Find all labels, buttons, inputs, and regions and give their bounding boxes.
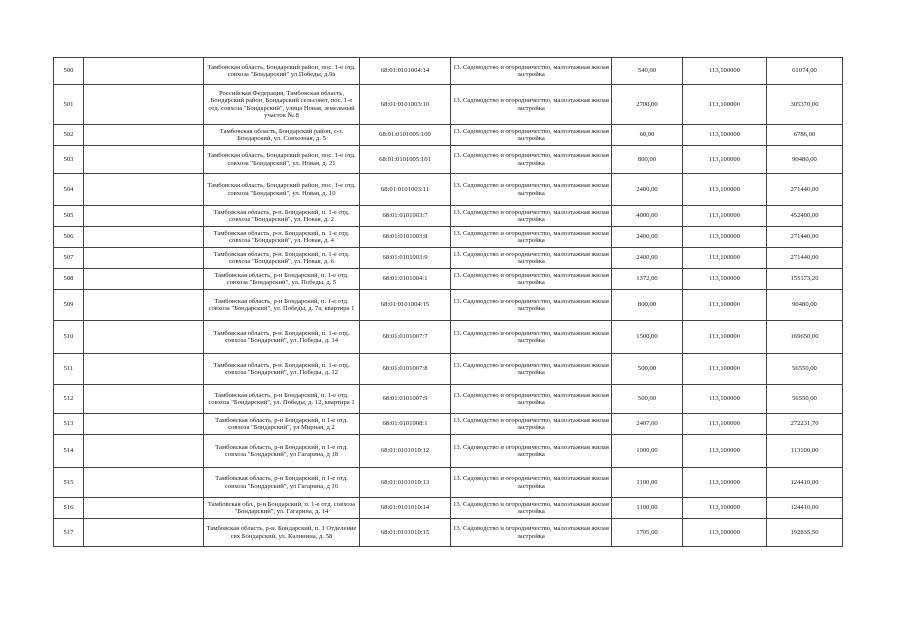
address-cell: Российская Федерация, Тамбовская область, Бондарский район, Бондарский сельсовет, пос. 1-е отд. совхоза "Бондарский", улица Новая, земельный участок № 8 bbox=[204, 85, 360, 125]
rate-cell: 113,100000 bbox=[683, 354, 767, 385]
row-number-cell: 509 bbox=[54, 290, 84, 321]
address-cell: Тамбовская область, р-н. Бондарский, п. 1-е отд. совхоза "Бондарский", ул. Новая, д. 2 bbox=[204, 206, 360, 227]
rate-cell: 113,100000 bbox=[683, 321, 767, 354]
cadastral-value-cell: 90480,00 bbox=[767, 146, 843, 174]
row-number-cell: 511 bbox=[54, 354, 84, 385]
row-number-cell: 501 bbox=[54, 85, 84, 125]
cadastral-number-cell: 68:01:0101005:100 bbox=[360, 125, 451, 146]
gap-cell bbox=[84, 227, 204, 248]
rate-cell: 113,100000 bbox=[683, 468, 767, 498]
address-cell: Тамбовская область, р-н Бондарский, п 1-е отд. совхоза "Бондарский", ул Гагарина, д 18 bbox=[204, 435, 360, 468]
row-number-cell: 517 bbox=[54, 519, 84, 547]
cadastral-number-cell: 68:01:0101010:12 bbox=[360, 435, 451, 468]
land-use-cell: 13. Садоводство и огородничество, малоэтажная жилая застройка bbox=[451, 206, 612, 227]
table-row bbox=[54, 290, 843, 321]
area-cell: 500,00 bbox=[612, 354, 683, 385]
gap-cell bbox=[84, 414, 204, 435]
land-use-cell: 13. Садоводство и огородничество, малоэтажная жилая застройка bbox=[451, 146, 612, 174]
land-use-cell: 13. Садоводство и огородничество, малоэтажная жилая застройка bbox=[451, 85, 612, 125]
address-cell: Тамбовская область, Бондарский район, пос. 1-е отд. совхоза "Бондарский" ул.Победы, д.9а bbox=[204, 58, 360, 85]
row-number-cell: 506 bbox=[54, 227, 84, 248]
rate-cell: 113,100000 bbox=[683, 414, 767, 435]
address-cell: Тамбовская область, р-н Бондарский, п 1-е отд. совхоза "Бондарский", ул Мирная, д 2 bbox=[204, 414, 360, 435]
rate-cell: 113,100000 bbox=[683, 385, 767, 414]
row-number-cell: 502 bbox=[54, 125, 84, 146]
address-cell: Тамбовская область, Бондарский район, пос. 1-е отд. совхоза "Бондарский", ул. Новая, д. 10 bbox=[204, 174, 360, 206]
gap-cell bbox=[84, 468, 204, 498]
address-cell: Тамбовская область, р-н Бондарский, п. 1-е отд. совхоза "Бондарский", ул. Победы, д. 12, квартира 1 bbox=[204, 385, 360, 414]
area-cell: 540,00 bbox=[612, 58, 683, 85]
gap-cell bbox=[84, 58, 204, 85]
table-row bbox=[54, 321, 843, 354]
address-cell: Тамбовская область, р-н. Бондарский, п. 1-е отд. совхоза "Бондарский", ул. Новая, д. 4 bbox=[204, 227, 360, 248]
cadastral-number-cell: 68:01:0101010:14 bbox=[360, 498, 451, 519]
area-cell: 2400,00 bbox=[612, 174, 683, 206]
cadastral-number-cell: 68:01:0101003:7 bbox=[360, 206, 451, 227]
cadastral-value-cell: 6786,00 bbox=[767, 125, 843, 146]
cadastral-value-cell: 56550,00 bbox=[767, 354, 843, 385]
cadastral-number-cell: 68:01:0101003:9 bbox=[360, 248, 451, 269]
address-cell: Тамбовская область, р-н. Бондарский, п. 1-е отд. совхоза "Бондарский", ул. Победы, д. 12 bbox=[204, 354, 360, 385]
area-cell: 500,00 bbox=[612, 385, 683, 414]
cadastral-value-cell: 124410,00 bbox=[767, 468, 843, 498]
cadastral-number-cell: 68:01:0101004:1 bbox=[360, 269, 451, 290]
cadastral-value-cell: 90480,00 bbox=[767, 290, 843, 321]
row-number-cell: 504 bbox=[54, 174, 84, 206]
table-row bbox=[54, 269, 843, 290]
rate-cell: 113,100000 bbox=[683, 290, 767, 321]
land-use-cell: 13. Садоводство и огородничество, малоэтажная жилая застройка bbox=[451, 498, 612, 519]
area-cell: 800,00 bbox=[612, 146, 683, 174]
table-row bbox=[54, 385, 843, 414]
cadastral-value-cell: 113100,00 bbox=[767, 435, 843, 468]
cadastral-number-cell: 68:01:0101003:11 bbox=[360, 174, 451, 206]
cadastral-value-cell: 271440,00 bbox=[767, 174, 843, 206]
row-number-cell: 512 bbox=[54, 385, 84, 414]
area-cell: 1100,00 bbox=[612, 468, 683, 498]
cadastral-value-cell: 124410,00 bbox=[767, 498, 843, 519]
land-use-cell: 13. Садоводство и огородничество, малоэтажная жилая застройка bbox=[451, 435, 612, 468]
table-row bbox=[54, 248, 843, 269]
rate-cell: 113,100000 bbox=[683, 125, 767, 146]
table-row bbox=[54, 58, 843, 85]
land-use-cell: 13. Садоводство и огородничество, малоэтажная жилая застройка bbox=[451, 321, 612, 354]
table-body bbox=[54, 58, 843, 547]
land-use-cell: 13. Садоводство и огородничество, малоэтажная жилая застройка bbox=[451, 125, 612, 146]
land-use-cell: 13. Садоводство и огородничество, малоэтажная жилая застройка bbox=[451, 269, 612, 290]
cadastral-value-cell: 192835,50 bbox=[767, 519, 843, 547]
cadastral-number-cell: 68:01:0101003:8 bbox=[360, 227, 451, 248]
land-use-cell: 13. Садоводство и огородничество, малоэтажная жилая застройка bbox=[451, 385, 612, 414]
table-row bbox=[54, 85, 843, 125]
cadastral-number-cell: 68:01:0101007:8 bbox=[360, 354, 451, 385]
gap-cell bbox=[84, 385, 204, 414]
cadastral-number-cell: 68:01:0101003:10 bbox=[360, 85, 451, 125]
table-row bbox=[54, 354, 843, 385]
area-cell: 1705,00 bbox=[612, 519, 683, 547]
row-number-cell: 500 bbox=[54, 58, 84, 85]
cadastral-value-cell: 271440,00 bbox=[767, 248, 843, 269]
area-cell: 2400,00 bbox=[612, 227, 683, 248]
land-use-cell: 13. Садоводство и огородничество, малоэтажная жилая застройка bbox=[451, 248, 612, 269]
gap-cell bbox=[84, 85, 204, 125]
area-cell: 1100,00 bbox=[612, 498, 683, 519]
address-cell: Тамбовская область, Бондарский район, с-з. Бондарский, ул. Совхозная, д. 5 bbox=[204, 125, 360, 146]
row-number-cell: 510 bbox=[54, 321, 84, 354]
cadastral-number-cell: 68:01:0101004:14 bbox=[360, 58, 451, 85]
land-use-cell: 13. Садоводство и огородничество, малоэтажная жилая застройка bbox=[451, 468, 612, 498]
table-row bbox=[54, 435, 843, 468]
row-number-cell: 507 bbox=[54, 248, 84, 269]
table-row bbox=[54, 519, 843, 547]
row-number-cell: 515 bbox=[54, 468, 84, 498]
table-row bbox=[54, 125, 843, 146]
cadastral-value-cell: 271440,00 bbox=[767, 227, 843, 248]
row-number-cell: 505 bbox=[54, 206, 84, 227]
table-row bbox=[54, 227, 843, 248]
row-number-cell: 508 bbox=[54, 269, 84, 290]
gap-cell bbox=[84, 519, 204, 547]
row-number-cell: 513 bbox=[54, 414, 84, 435]
table-row bbox=[54, 498, 843, 519]
land-use-cell: 13. Садоводство и огородничество, малоэтажная жилая застройка bbox=[451, 174, 612, 206]
gap-cell bbox=[84, 248, 204, 269]
address-cell: Тамбовская обл., р-н Бондарский, п. 1-е отд. совхоза "Бондарский", ул. Гагарина, д. 14 bbox=[204, 498, 360, 519]
address-cell: Тамбовская область, р-н. Бондарский, п. 1 Отделение свх Бондарский, ул. Калинина, д. 58 bbox=[204, 519, 360, 547]
area-cell: 1000,00 bbox=[612, 435, 683, 468]
cadastral-number-cell: 68:01:0101004:15 bbox=[360, 290, 451, 321]
address-cell: Тамбовская область, Бондарский район, пос. 1-е отд. совхоза "Бондарский", ул. Новая, д. 21 bbox=[204, 146, 360, 174]
cadastral-number-cell: 68:01:0101010:13 bbox=[360, 468, 451, 498]
gap-cell bbox=[84, 498, 204, 519]
area-cell: 800,00 bbox=[612, 290, 683, 321]
cadastral-value-cell: 305370,00 bbox=[767, 85, 843, 125]
address-cell: Тамбовская область, р-н. Бондарский, п. 1-е отд. совхоза "Бондарский", ул. Новая, д. 6 bbox=[204, 248, 360, 269]
gap-cell bbox=[84, 146, 204, 174]
cadastral-number-cell: 68:01:0101005:101 bbox=[360, 146, 451, 174]
land-use-cell: 13. Садоводство и огородничество, малоэтажная жилая застройка bbox=[451, 227, 612, 248]
rate-cell: 113,100000 bbox=[683, 58, 767, 85]
cadastral-number-cell: 68:01:0101008:1 bbox=[360, 414, 451, 435]
address-cell: Тамбовская область, р-н Бондарский, п. 1-е отд. совхоза "Бондарский", ул. Победы, д. 5 bbox=[204, 269, 360, 290]
rate-cell: 113,100000 bbox=[683, 206, 767, 227]
rate-cell: 113,100000 bbox=[683, 519, 767, 547]
table-row bbox=[54, 146, 843, 174]
land-use-cell: 13. Садоводство и огородничество, малоэтажная жилая застройка bbox=[451, 354, 612, 385]
row-number-cell: 503 bbox=[54, 146, 84, 174]
area-cell: 1372,00 bbox=[612, 269, 683, 290]
gap-cell bbox=[84, 206, 204, 227]
rate-cell: 113,100000 bbox=[683, 146, 767, 174]
cadastral-value-cell: 155173,20 bbox=[767, 269, 843, 290]
rate-cell: 113,100000 bbox=[683, 85, 767, 125]
land-registry-table bbox=[53, 57, 843, 547]
cadastral-number-cell: 68:01:0101007:9 bbox=[360, 385, 451, 414]
rate-cell: 113,100000 bbox=[683, 248, 767, 269]
area-cell: 2700,00 bbox=[612, 85, 683, 125]
land-use-cell: 13. Садоводство и огородничество, малоэтажная жилая застройка bbox=[451, 414, 612, 435]
table-row bbox=[54, 206, 843, 227]
row-number-cell: 516 bbox=[54, 498, 84, 519]
table-row bbox=[54, 468, 843, 498]
cadastral-number-cell: 68:01:0101007:7 bbox=[360, 321, 451, 354]
rate-cell: 113,100000 bbox=[683, 435, 767, 468]
address-cell: Тамбовская область, р-н. Бондарский, п. 1-е отд. совхоза "Бондарский", ул. Победы, д. 14 bbox=[204, 321, 360, 354]
area-cell: 2400,00 bbox=[612, 248, 683, 269]
rate-cell: 113,100000 bbox=[683, 269, 767, 290]
table-row bbox=[54, 414, 843, 435]
cadastral-value-cell: 452400,00 bbox=[767, 206, 843, 227]
land-use-cell: 13. Садоводство и огородничество, малоэтажная жилая застройка bbox=[451, 58, 612, 85]
rate-cell: 113,100000 bbox=[683, 227, 767, 248]
area-cell: 1500,00 bbox=[612, 321, 683, 354]
area-cell: 4000,00 bbox=[612, 206, 683, 227]
gap-cell bbox=[84, 269, 204, 290]
gap-cell bbox=[84, 125, 204, 146]
gap-cell bbox=[84, 435, 204, 468]
cadastral-value-cell: 56550,00 bbox=[767, 385, 843, 414]
table-row bbox=[54, 174, 843, 206]
address-cell: Тамбовская область, р-н Бондарский, п 1-е отд. совхоза "Бондарский", ул Гагарина, д 16 bbox=[204, 468, 360, 498]
row-number-cell: 514 bbox=[54, 435, 84, 468]
land-use-cell: 13. Садоводство и огородничество, малоэтажная жилая застройка bbox=[451, 290, 612, 321]
gap-cell bbox=[84, 290, 204, 321]
rate-cell: 113,100000 bbox=[683, 498, 767, 519]
gap-cell bbox=[84, 174, 204, 206]
cadastral-value-cell: 169650,00 bbox=[767, 321, 843, 354]
rate-cell: 113,100000 bbox=[683, 174, 767, 206]
address-cell: Тамбовская область, р-н Бондарский, п. 1-е отд. совхоза "Бондарский", ул. Победы, д. 7а, квартира 1 bbox=[204, 290, 360, 321]
area-cell: 60,00 bbox=[612, 125, 683, 146]
cadastral-number-cell: 68:01:0101010:15 bbox=[360, 519, 451, 547]
cadastral-value-cell: 61074,00 bbox=[767, 58, 843, 85]
gap-cell bbox=[84, 321, 204, 354]
area-cell: 2407,00 bbox=[612, 414, 683, 435]
land-use-cell: 13. Садоводство и огородничество, малоэтажная жилая застройка bbox=[451, 519, 612, 547]
cadastral-value-cell: 272231,70 bbox=[767, 414, 843, 435]
gap-cell bbox=[84, 354, 204, 385]
